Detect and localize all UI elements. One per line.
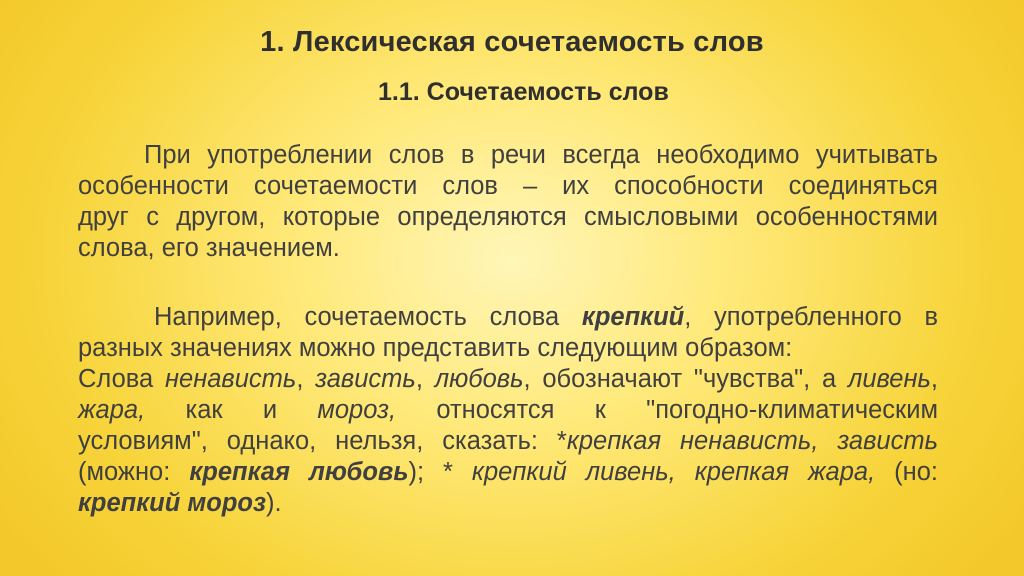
text-segment: , xyxy=(415,365,435,393)
paragraph-2 xyxy=(78,302,938,519)
italic-word: ливень xyxy=(847,365,931,393)
emphasized-phrase: крепкий мороз xyxy=(78,489,267,517)
paragraph-1-line-3: друг с другом, которые определяются смысловыми особенностями xyxy=(78,203,938,231)
text-segment: , употребленного в xyxy=(684,303,938,331)
text-segment: условиям", однако, нельзя, сказать: * xyxy=(78,427,567,455)
paragraph-1 xyxy=(78,140,938,264)
slide-title: 1. Лексическая сочетаемость слов xyxy=(260,26,764,58)
slide-subtitle: 1.1. Сочетаемость слов xyxy=(378,78,669,106)
italic-word: зависть xyxy=(315,365,416,393)
italic-word: любовь xyxy=(434,365,524,393)
italic-phrase: крепкий ливень, крепкая жара, xyxy=(471,458,876,486)
text-segment: ). xyxy=(266,489,282,517)
italic-phrase: крепкая ненависть, зависть xyxy=(566,427,938,455)
paragraph-1-line-2: особенности сочетаемости слов – их способности соединяться xyxy=(78,172,938,200)
text-segment: Слова xyxy=(78,365,165,393)
paragraph-2-line-5 xyxy=(78,426,938,457)
paragraph-1-line-4: слова, его значением. xyxy=(78,234,340,262)
text-segment: Например, сочетаемость слова xyxy=(154,303,582,331)
text-segment: (но: xyxy=(875,458,938,486)
italic-word: жара, xyxy=(78,396,146,424)
text-segment: (можно: xyxy=(78,458,190,486)
text-segment: как и xyxy=(145,396,318,424)
emphasized-phrase: крепкая любовь xyxy=(189,458,409,486)
text-segment: , xyxy=(296,365,316,393)
paragraph-2-line-3 xyxy=(78,364,938,395)
paragraph-1-line-1: При употреблении слов в речи всегда необходимо учитывать xyxy=(144,141,938,169)
emphasized-word: крепкий xyxy=(581,303,685,331)
text-segment: относятся к "погодно-климатическим xyxy=(396,396,938,424)
paragraph-2-line-6 xyxy=(78,457,938,488)
text-segment: ); * xyxy=(408,458,472,486)
italic-word: мороз, xyxy=(317,396,397,424)
paragraph-2-line-4 xyxy=(78,395,938,426)
italic-word: ненависть xyxy=(164,365,297,393)
paragraph-2-line-2: разных значениях можно представить следующим образом: xyxy=(78,334,793,362)
paragraph-2-line-7 xyxy=(78,488,938,519)
text-segment: , обозначают "чувства", а xyxy=(523,365,848,393)
paragraph-2-line-1 xyxy=(78,302,938,333)
text-segment: , xyxy=(930,365,939,393)
